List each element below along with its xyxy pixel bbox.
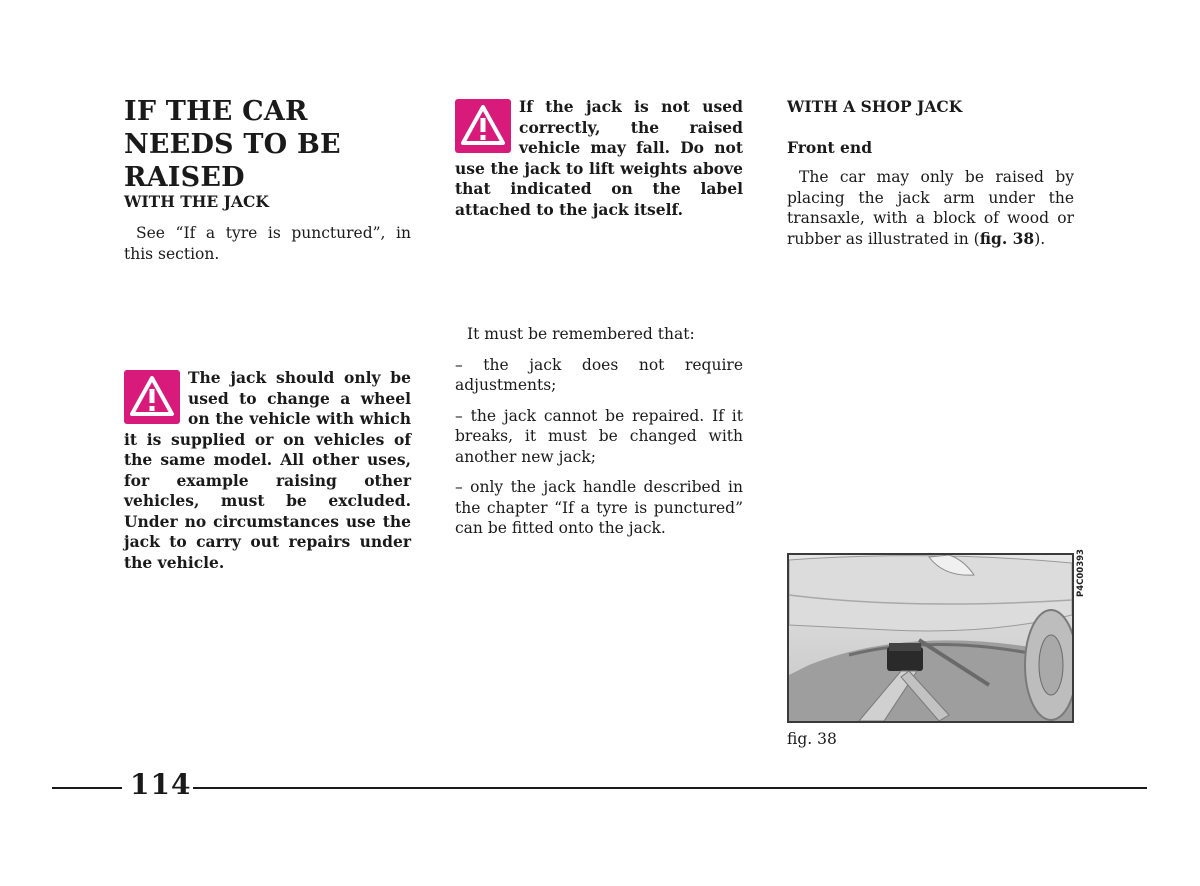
warning-icon (455, 99, 511, 153)
footer-rule-left (52, 787, 122, 789)
front-end-heading: Front end (787, 138, 873, 157)
front-end-text-body: The car may only be raised by placing the jack arm under the transaxle, with a block of wood or rubber as illustrated in ( (787, 168, 1074, 248)
note-item-1: – the jack does not require adjustments; (455, 355, 743, 394)
page-title: IF THE CAR NEEDS TO BE RAISED (124, 96, 341, 193)
left-warning (124, 368, 411, 573)
left-warning-text: The jack should only be used to change a wheel on the vehicle with which it is supplied or on vehicles of the same model. All other uses, for example raising other vehicles, must be excluded. Under no circumstances use the jack to carry out repairs under the vehicle. (124, 368, 411, 572)
with-jack-text: See “If a tyre is punctured”, in this section. (124, 224, 411, 263)
shop-jack-heading: WITH A SHOP JACK (787, 97, 963, 116)
note-item-3: – only the jack handle described in the chapter “If a tyre is punctured” can be fitted onto the jack. (455, 478, 743, 537)
warning-icon (124, 370, 180, 424)
front-end-text-end: ). (1034, 229, 1046, 248)
page-number: 114 (130, 768, 192, 801)
middle-warning-text: If the jack is not used correctly, the raised vehicle may fall. Do not use the jack to lift weights above that indicated on the label attached to the jack itself. (455, 97, 743, 219)
right-column (787, 97, 1074, 249)
note-item-2: – the jack cannot be repaired. If it breaks, it must be changed with another new jack; (455, 406, 743, 466)
front-end-text (787, 167, 1074, 249)
left-column (124, 192, 411, 264)
remember-intro: It must be remembered that: (467, 325, 695, 343)
with-jack-heading: WITH THE JACK (124, 192, 269, 211)
middle-notes (455, 324, 743, 539)
figure-caption: fig. 38 (787, 730, 837, 748)
middle-warning (455, 97, 743, 220)
figure-reference: fig. 38 (979, 228, 1035, 248)
figure-code: P4C00393 (1076, 549, 1086, 597)
footer-rule-right (193, 787, 1147, 789)
figure-38-image (787, 553, 1074, 723)
